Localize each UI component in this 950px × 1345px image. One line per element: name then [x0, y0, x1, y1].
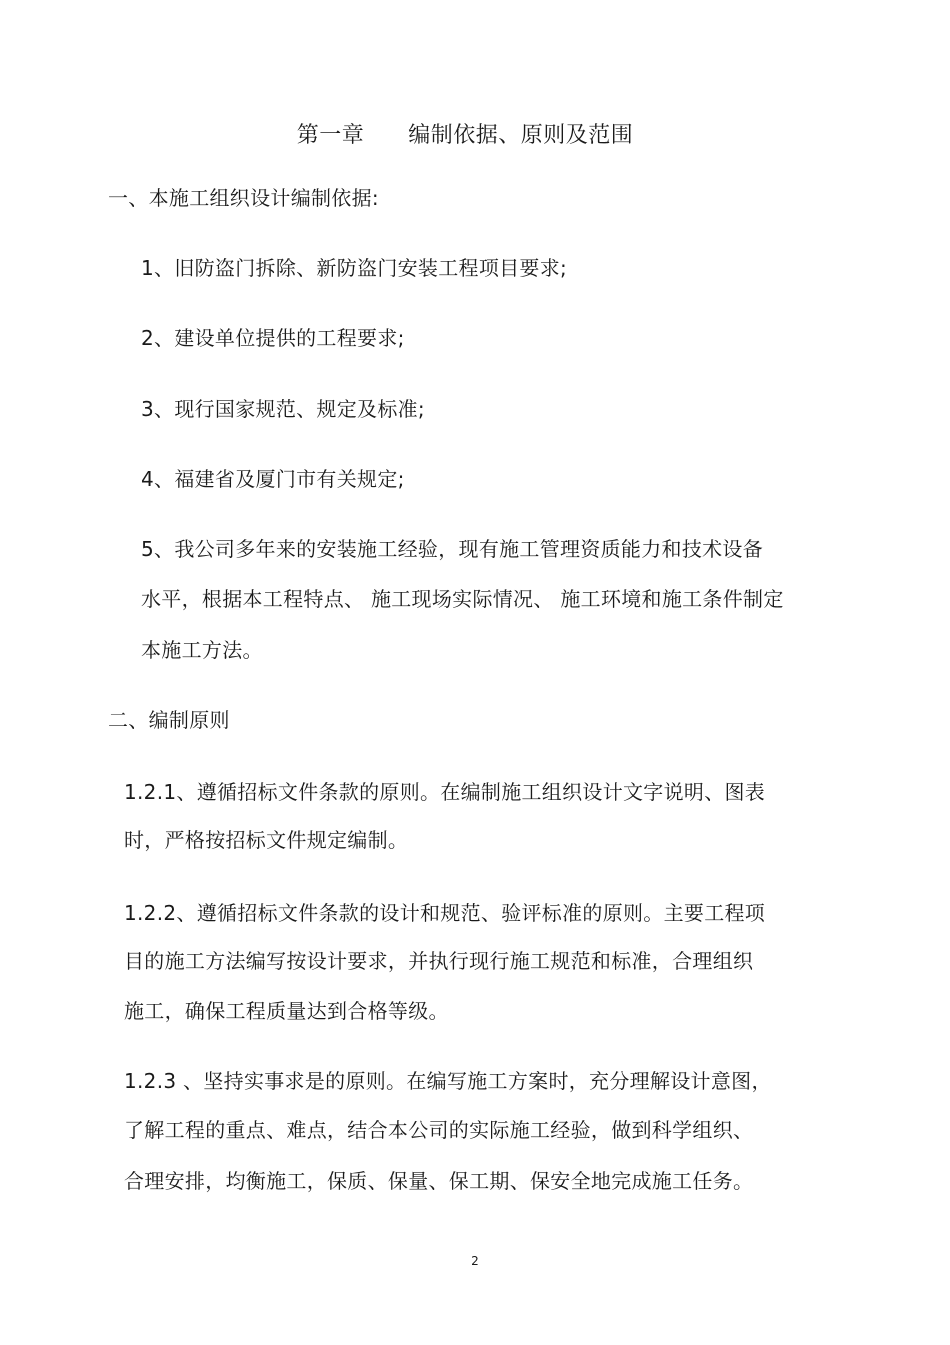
principle-3-line-3: 合理安排，均衡施工，保质、保量、保工期、保安全地完成施工任务。 [124, 1169, 754, 1193]
basis-item-5-line-3: 本施工方法。 [141, 638, 263, 662]
principle-1-line-2: 时，严格按招标文件规定编制。 [124, 828, 409, 852]
section-heading-basis: 一、本施工组织设计编制依据: [108, 186, 379, 210]
principle-3-line-1: 1.2.3 、坚持实事求是的原则。在编写施工方案时，充分理解设计意图， [124, 1069, 772, 1093]
basis-item-2: 2、建设单位提供的工程要求; [141, 326, 405, 350]
basis-item-5-line-2: 水平，根据本工程特点、 施工现场实际情况、 施工环境和施工条件制定 [141, 587, 784, 611]
section-heading-principles: 二、编制原则 [108, 708, 230, 732]
principle-2-line-3: 施工，确保工程质量达到合格等级。 [124, 999, 449, 1023]
chapter-number: 第一章 [296, 123, 365, 148]
page-number: 2 [471, 1254, 479, 1268]
principle-3-line-2: 了解工程的重点、难点，结合本公司的实际施工经验，做到科学组织、 [124, 1118, 754, 1142]
basis-item-1: 1、旧防盗门拆除、新防盗门安装工程项目要求; [141, 256, 568, 280]
chapter-title [0, 122, 930, 150]
chapter-name: 编制依据、原则及范围 [408, 123, 634, 148]
basis-item-4: 4、福建省及厦门市有关规定; [141, 467, 405, 491]
basis-item-3: 3、现行国家规范、规定及标准; [141, 397, 425, 421]
principle-2-line-1: 1.2.2、遵循招标文件条款的设计和规范、验评标准的原则。主要工程项 [124, 901, 766, 925]
principle-1-line-1: 1.2.1、遵循招标文件条款的原则。在编制施工组织设计文字说明、图表 [124, 780, 766, 804]
principle-2-line-2: 目的施工方法编写按设计要求，并执行现行施工规范和标准，合理组织 [124, 949, 754, 973]
basis-item-5-line-1: 5、我公司多年来的安装施工经验，现有施工管理资质能力和技术设备 [141, 537, 764, 561]
